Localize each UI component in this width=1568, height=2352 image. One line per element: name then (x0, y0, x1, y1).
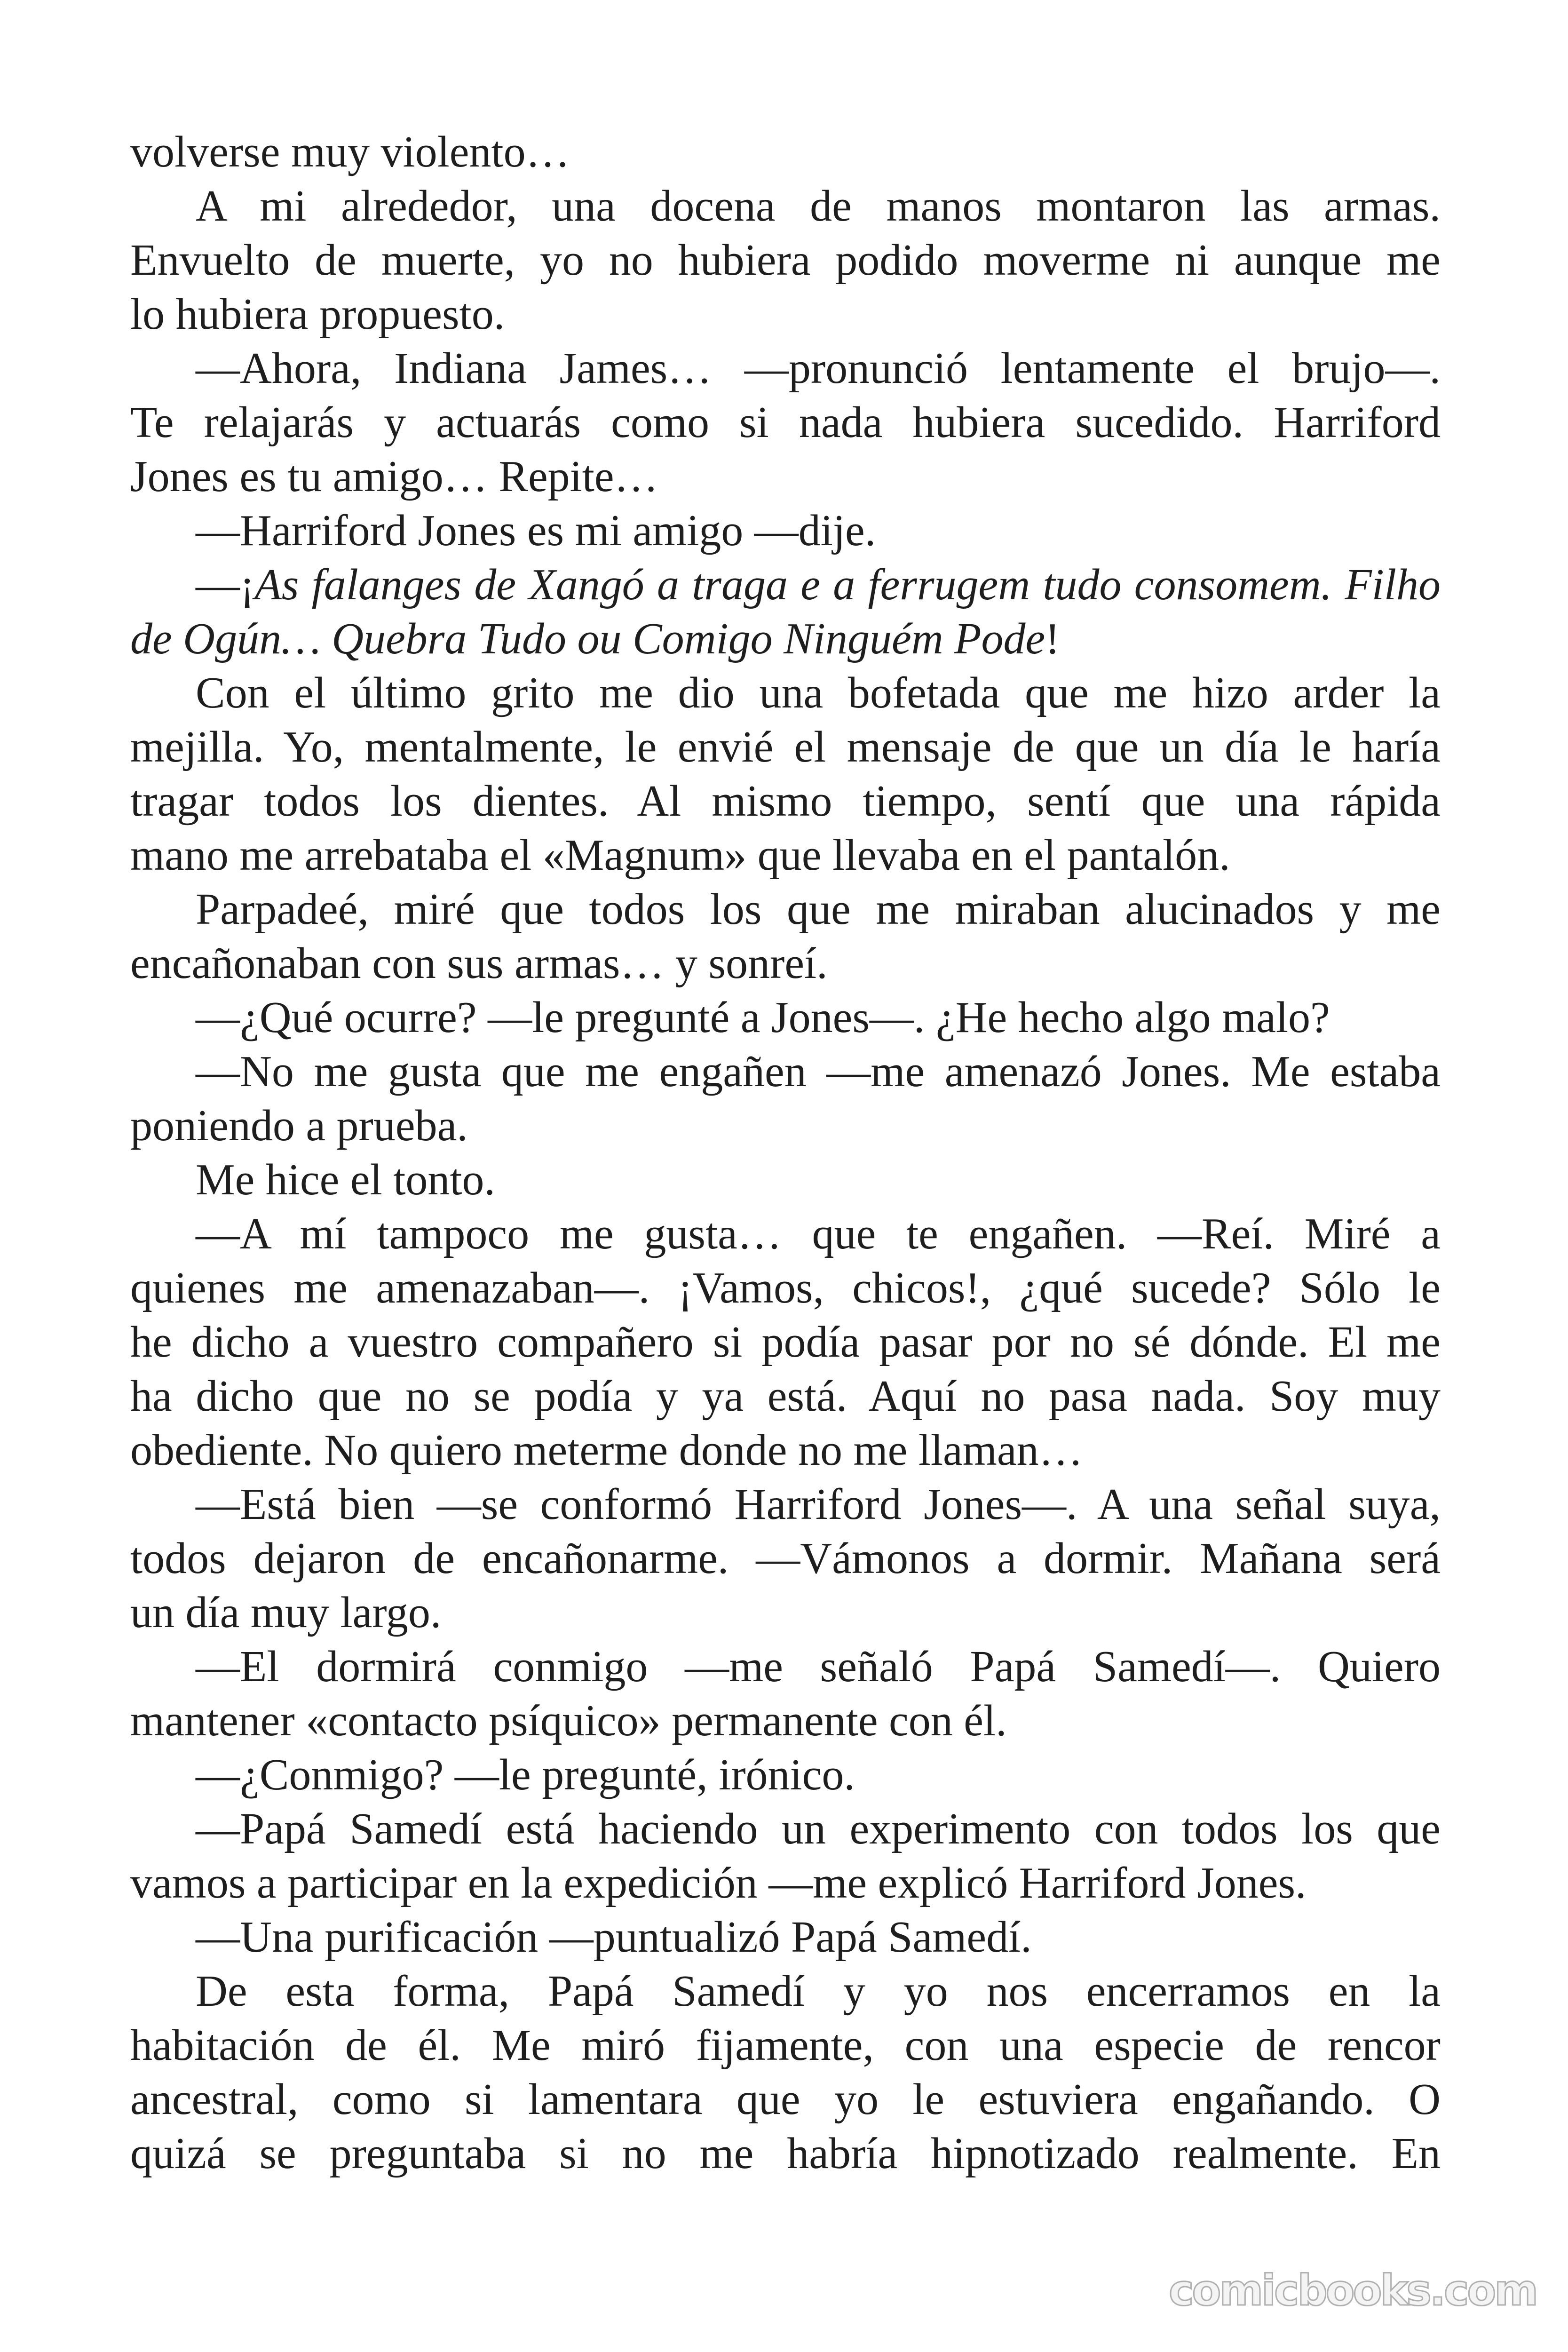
text-line: mantener «contacto psíquico» permanente con él. (130, 1696, 1007, 1745)
text-line: —¿Conmigo? —le pregunté, irónico. (196, 1750, 855, 1799)
text-line: De esta forma, Papá Samedí y yo nos encerramos en la (196, 1967, 1441, 2016)
paragraph-incantation (130, 558, 1441, 666)
text-run: ! (1045, 614, 1060, 663)
text-line: tragar todos los dientes. Al mismo tiempo, sentí que una rápida (130, 777, 1441, 826)
text-line: obediente. No quiero meterme donde no me llaman… (130, 1426, 1083, 1475)
text-line: —No me gusta que me engañen —me amenazó Jones. Me estaba (196, 1047, 1441, 1096)
text-line: —Harriford Jones es mi amigo —dije. (196, 506, 876, 555)
text-line: —Ahora, Indiana James… —pronunció lentamente el brujo—. (196, 344, 1441, 393)
text-line: Te relajarás y actuarás como si nada hubiera sucedido. Harriford (130, 398, 1441, 447)
watermark: comicbooks.com (1169, 2266, 1536, 2315)
text-line: —A mí tampoco me gusta… que te engañen. —Reí. Miré a (196, 1209, 1441, 1258)
paragraph (130, 125, 1441, 179)
body-text (130, 125, 1441, 2181)
text-line (130, 612, 1441, 666)
paragraph (130, 342, 1441, 504)
text-line: —Está bien —se conformó Harriford Jones—. A una señal suya, (196, 1480, 1441, 1529)
paragraph (130, 1640, 1441, 1748)
text-line: —Una purificación —puntualizó Papá Samedí. (196, 1913, 1032, 1962)
text-line: —¿Qué ocurre? —le pregunté a Jones—. ¿He hecho algo malo? (196, 993, 1330, 1042)
paragraph (130, 1748, 1441, 1802)
text-line: vamos a participar en la expedición —me explicó Harriford Jones. (130, 1859, 1307, 1907)
text-line: Me hice el tonto. (196, 1155, 495, 1204)
text-line: lo hubiera propuesto. (130, 290, 505, 339)
italic-text-run: de Ogún… Quebra Tudo ou Comigo Ninguém Pode (130, 614, 1045, 663)
paragraph (130, 991, 1441, 1045)
paragraph (130, 1802, 1441, 1910)
text-line: mano me arrebataba el «Magnum» que llevaba en el pantalón. (130, 831, 1230, 880)
paragraph (130, 666, 1441, 882)
paragraph (130, 1153, 1441, 1207)
text-line: —Papá Samedí está haciendo un experimento con todos los que (196, 1804, 1441, 1853)
text-line: habitación de él. Me miró fijamente, con una especie de rencor (130, 2021, 1441, 2070)
text-line: volverse muy violento… (130, 127, 570, 176)
text-run: —¡ (196, 560, 255, 609)
text-line: un día muy largo. (130, 1588, 442, 1637)
paragraph (130, 882, 1441, 991)
text-line: quizá se preguntaba si no me habría hipnotizado realmente. En (130, 2129, 1441, 2178)
paragraph (130, 1964, 1441, 2181)
paragraph (130, 1045, 1441, 1153)
italic-text-run: As falanges de Xangó a traga e a ferrugem tudo consomem. Filho (254, 560, 1441, 609)
text-line: poniendo a prueba. (130, 1101, 468, 1150)
text-line: mejilla. Yo, mentalmente, le envié el mensaje de que un día le haría (130, 723, 1441, 771)
paragraph (130, 1207, 1441, 1478)
text-line: ha dicho que no se podía y ya está. Aquí no pasa nada. Soy muy (130, 1372, 1441, 1421)
paragraph (130, 1910, 1441, 1964)
text-line: Parpadeé, miré que todos los que me miraban alucinados y me (196, 885, 1441, 934)
text-line: quienes me amenazaban—. ¡Vamos, chicos!, ¿qué sucede? Sólo le (130, 1263, 1441, 1312)
text-line: encañonaban con sus armas… y sonreí. (130, 939, 828, 988)
text-line: ancestral, como si lamentara que yo le estuviera engañando. O (130, 2075, 1441, 2124)
text-line: —El dormirá conmigo —me señaló Papá Samedí—. Quiero (196, 1642, 1441, 1691)
text-line: Con el último grito me dio una bofetada que me hizo arder la (196, 668, 1441, 717)
text-line: todos dejaron de encañonarme. —Vámonos a dormir. Mañana será (130, 1534, 1441, 1583)
text-line: Jones es tu amigo… Repite… (130, 452, 658, 501)
text-line: he dicho a vuestro compañero si podía pasar por no sé dónde. El me (130, 1318, 1441, 1367)
paragraph (130, 504, 1441, 558)
paragraph (130, 179, 1441, 342)
text-line (130, 558, 1441, 612)
text-line: Envuelto de muerte, yo no hubiera podido moverme ni aunque me (130, 236, 1441, 285)
text-line: A mi alrededor, una docena de manos montaron las armas. (196, 182, 1441, 230)
paragraph (130, 1478, 1441, 1640)
